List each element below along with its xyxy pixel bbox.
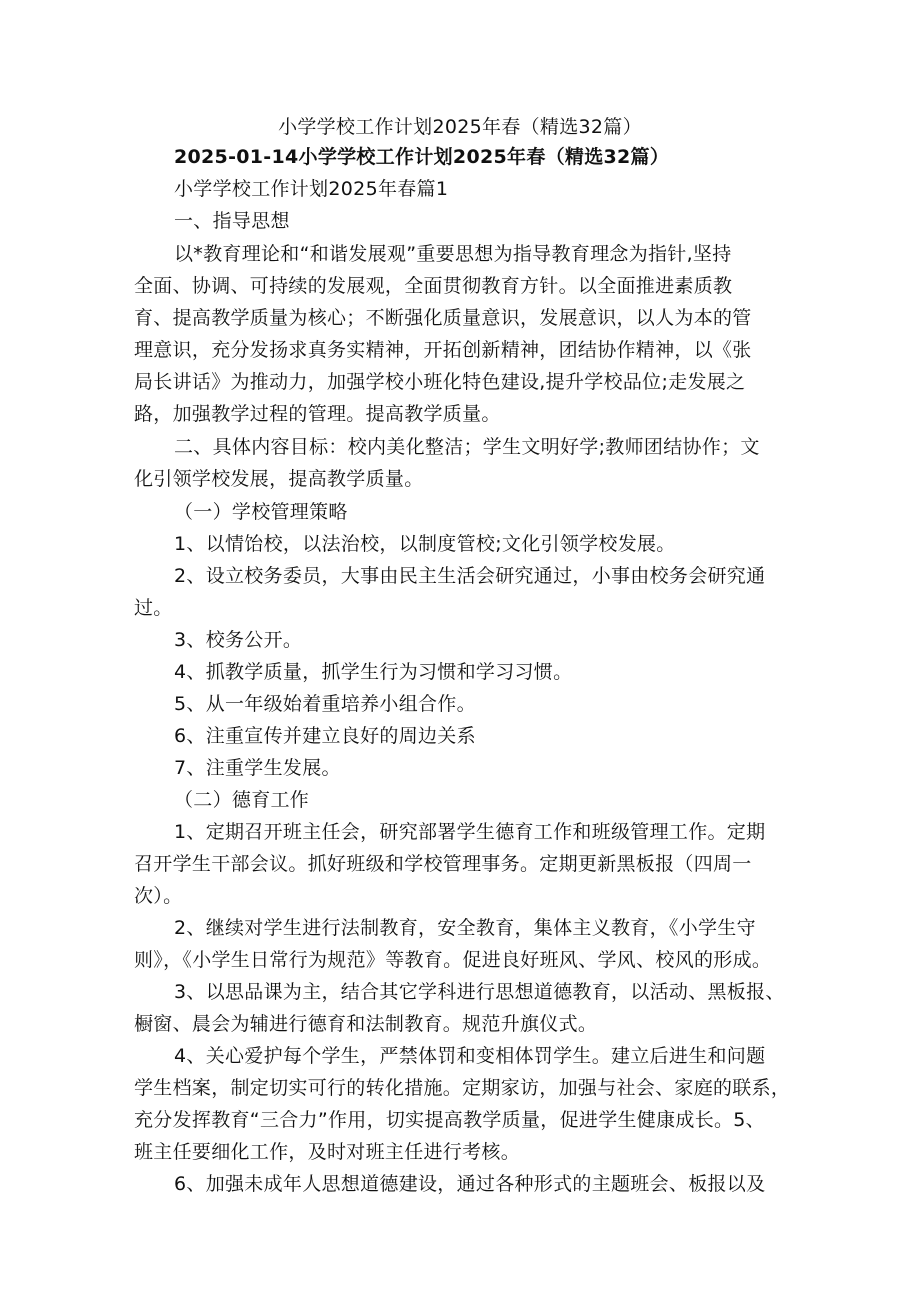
sub2-item: 2、继续对学生进行法制教育，安全教育，集体主义教育，《小学生守 [174, 917, 756, 939]
sub2-item: 6、加强未成年人思想道德建设，通过各种形式的主题班会、板报以及 [174, 1173, 766, 1195]
sub2-item: 3、以思品课为主，结合其它学科进行思想道德教育，以活动、黑板报、 [174, 981, 785, 1003]
sub2-item: 班主任要细化工作，及时对班主任进行考核。 [134, 1141, 521, 1163]
sub2-item: 召开学生干部会议。抓好班级和学校管理事务。定期更新黑板报（四周一 [134, 853, 752, 875]
article-heading: 小学学校工作计划2025年春篇1 [174, 178, 449, 200]
section2-line: 二、具体内容目标：校内美化整洁；学生文明好学;教师团结协作；文 [174, 436, 760, 458]
sub2-item: 橱窗、晨会为辅进行德育和法制教育。规范升旗仪式。 [134, 1013, 598, 1035]
section1-line: 理意识，充分发扬求真务实精神，开拓创新精神，团结协作精神，以《张 [134, 339, 752, 361]
document-title: 小学学校工作计划2025年春（精选32篇） [278, 116, 642, 138]
section1-heading: 一、指导思想 [174, 210, 290, 232]
sub1-item: 7、注重学生发展。 [174, 757, 341, 779]
section1-line: 以*教育理论和“和谐发展观”重要思想为指导教育理念为指针,坚持 [174, 243, 732, 265]
section1-line: 育、提高教学质量为核心；不断强化质量意识，发展意识，以人为本的管 [134, 307, 752, 329]
section2-line: 化引领学校发展，提高教学质量。 [134, 468, 424, 490]
date-line: 2025-01-14小学学校工作计划2025年春（精选32篇） [174, 146, 670, 168]
section1-line: 局长讲话》为推动力，加强学校小班化特色建设,提升学校品位;走发展之 [134, 371, 746, 393]
section1-line: 全面、协调、可持续的发展观，全面贯彻教育方针。以全面推进素质教 [134, 275, 733, 297]
sub2-heading: （二）德育工作 [174, 789, 310, 811]
sub2-item: 4、关心爱护每个学生，严禁体罚和变相体罚学生。建立后进生和问题 [174, 1045, 766, 1067]
sub2-item: 次）。 [134, 885, 183, 907]
sub1-item: 4、抓教学质量，抓学生行为习惯和学习习惯。 [174, 661, 573, 683]
sub1-item: 2、设立校务委员，大事由民主生活会研究通过，小事由校务会研究通 [174, 565, 766, 587]
sub1-item: 过。 [134, 597, 173, 619]
section1-line: 路，加强教学过程的管理。提高教学质量。 [134, 403, 501, 425]
sub2-item: 则》，《小学生日常行为规范》等教育。促进良好班风、学风、校风的形成。 [134, 949, 772, 971]
sub1-heading: （一）学校管理策略 [174, 501, 348, 523]
sub2-item: 充分发挥教育“三合力”作用，切实提高教学质量，促进学生健康成长。5、 [134, 1109, 765, 1131]
sub1-item: 3、校务公开。 [174, 629, 303, 651]
sub1-item: 1、以情饴校，以法治校，以制度管校;文化引领学校发展。 [174, 533, 676, 555]
sub1-item: 5、从一年级始着重培养小组合作。 [174, 693, 476, 715]
sub2-item: 1、定期召开班主任会，研究部署学生德育工作和班级管理工作。定期 [174, 821, 766, 843]
sub2-item: 学生档案，制定切实可行的转化措施。定期家访，加强与社会、家庭的联系， [134, 1077, 791, 1099]
sub1-item: 6、注重宣传并建立良好的周边关系 [174, 725, 476, 747]
